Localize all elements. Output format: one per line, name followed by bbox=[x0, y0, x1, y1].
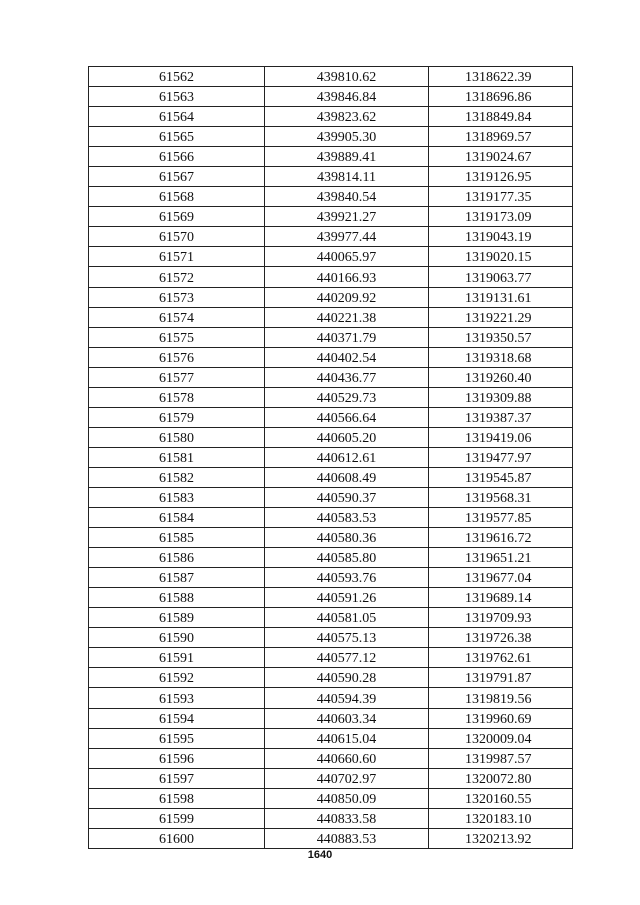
point-id-cell: 61573 bbox=[89, 287, 265, 307]
x-coordinate-cell: 440581.05 bbox=[265, 608, 429, 628]
x-coordinate-cell: 439905.30 bbox=[265, 127, 429, 147]
point-id-cell: 61582 bbox=[89, 467, 265, 487]
point-id-cell: 61577 bbox=[89, 367, 265, 387]
table-row bbox=[89, 367, 573, 387]
table-row bbox=[89, 828, 573, 848]
point-id-cell: 61562 bbox=[89, 67, 265, 87]
table-row bbox=[89, 167, 573, 187]
y-coordinate-cell: 1319960.69 bbox=[429, 708, 573, 728]
x-coordinate-cell: 440833.58 bbox=[265, 808, 429, 828]
table-row bbox=[89, 87, 573, 107]
x-coordinate-cell: 439889.41 bbox=[265, 147, 429, 167]
point-id-cell: 61580 bbox=[89, 427, 265, 447]
table-row bbox=[89, 467, 573, 487]
table-row bbox=[89, 107, 573, 127]
x-coordinate-cell: 440577.12 bbox=[265, 648, 429, 668]
table-row bbox=[89, 608, 573, 628]
table-row bbox=[89, 808, 573, 828]
y-coordinate-cell: 1319043.19 bbox=[429, 227, 573, 247]
coordinate-table-body bbox=[89, 67, 573, 849]
y-coordinate-cell: 1319477.97 bbox=[429, 447, 573, 467]
y-coordinate-cell: 1319350.57 bbox=[429, 327, 573, 347]
table-row bbox=[89, 548, 573, 568]
y-coordinate-cell: 1318696.86 bbox=[429, 87, 573, 107]
y-coordinate-cell: 1320009.04 bbox=[429, 728, 573, 748]
x-coordinate-cell: 440594.39 bbox=[265, 688, 429, 708]
y-coordinate-cell: 1318622.39 bbox=[429, 67, 573, 87]
y-coordinate-cell: 1320160.55 bbox=[429, 788, 573, 808]
y-coordinate-cell: 1319568.31 bbox=[429, 487, 573, 507]
x-coordinate-cell: 439977.44 bbox=[265, 227, 429, 247]
x-coordinate-cell: 440612.61 bbox=[265, 447, 429, 467]
x-coordinate-cell: 439840.54 bbox=[265, 187, 429, 207]
table-row bbox=[89, 427, 573, 447]
table-row bbox=[89, 568, 573, 588]
point-id-cell: 61599 bbox=[89, 808, 265, 828]
point-id-cell: 61591 bbox=[89, 648, 265, 668]
y-coordinate-cell: 1319762.61 bbox=[429, 648, 573, 668]
point-id-cell: 61575 bbox=[89, 327, 265, 347]
point-id-cell: 61586 bbox=[89, 548, 265, 568]
table-row bbox=[89, 287, 573, 307]
x-coordinate-cell: 440209.92 bbox=[265, 287, 429, 307]
y-coordinate-cell: 1319177.35 bbox=[429, 187, 573, 207]
point-id-cell: 61564 bbox=[89, 107, 265, 127]
x-coordinate-cell: 440603.34 bbox=[265, 708, 429, 728]
y-coordinate-cell: 1319126.95 bbox=[429, 167, 573, 187]
y-coordinate-cell: 1318849.84 bbox=[429, 107, 573, 127]
x-coordinate-cell: 440065.97 bbox=[265, 247, 429, 267]
x-coordinate-cell: 440436.77 bbox=[265, 367, 429, 387]
point-id-cell: 61565 bbox=[89, 127, 265, 147]
y-coordinate-cell: 1319020.15 bbox=[429, 247, 573, 267]
table-row bbox=[89, 447, 573, 467]
table-row bbox=[89, 528, 573, 548]
y-coordinate-cell: 1319318.68 bbox=[429, 347, 573, 367]
y-coordinate-cell: 1319726.38 bbox=[429, 628, 573, 648]
x-coordinate-cell: 440583.53 bbox=[265, 508, 429, 528]
x-coordinate-cell: 440575.13 bbox=[265, 628, 429, 648]
x-coordinate-cell: 440615.04 bbox=[265, 728, 429, 748]
x-coordinate-cell: 440566.64 bbox=[265, 407, 429, 427]
table-row bbox=[89, 387, 573, 407]
y-coordinate-cell: 1319677.04 bbox=[429, 568, 573, 588]
point-id-cell: 61595 bbox=[89, 728, 265, 748]
table-row bbox=[89, 247, 573, 267]
x-coordinate-cell: 439846.84 bbox=[265, 87, 429, 107]
y-coordinate-cell: 1319260.40 bbox=[429, 367, 573, 387]
table-row bbox=[89, 207, 573, 227]
point-id-cell: 61585 bbox=[89, 528, 265, 548]
x-coordinate-cell: 440850.09 bbox=[265, 788, 429, 808]
point-id-cell: 61571 bbox=[89, 247, 265, 267]
table-row bbox=[89, 127, 573, 147]
point-id-cell: 61598 bbox=[89, 788, 265, 808]
y-coordinate-cell: 1319577.85 bbox=[429, 508, 573, 528]
y-coordinate-cell: 1318969.57 bbox=[429, 127, 573, 147]
point-id-cell: 61566 bbox=[89, 147, 265, 167]
table-row bbox=[89, 407, 573, 427]
table-row bbox=[89, 147, 573, 167]
y-coordinate-cell: 1319791.87 bbox=[429, 668, 573, 688]
point-id-cell: 61587 bbox=[89, 568, 265, 588]
page-number: 1640 bbox=[307, 849, 333, 861]
x-coordinate-cell: 440166.93 bbox=[265, 267, 429, 287]
table-row bbox=[89, 688, 573, 708]
x-coordinate-cell: 440591.26 bbox=[265, 588, 429, 608]
point-id-cell: 61568 bbox=[89, 187, 265, 207]
x-coordinate-cell: 440529.73 bbox=[265, 387, 429, 407]
y-coordinate-cell: 1319419.06 bbox=[429, 427, 573, 447]
y-coordinate-cell: 1319819.56 bbox=[429, 688, 573, 708]
point-id-cell: 61572 bbox=[89, 267, 265, 287]
y-coordinate-cell: 1319709.93 bbox=[429, 608, 573, 628]
x-coordinate-cell: 440580.36 bbox=[265, 528, 429, 548]
y-coordinate-cell: 1319387.37 bbox=[429, 407, 573, 427]
y-coordinate-cell: 1320072.80 bbox=[429, 768, 573, 788]
point-id-cell: 61574 bbox=[89, 307, 265, 327]
y-coordinate-cell: 1320213.92 bbox=[429, 828, 573, 848]
y-coordinate-cell: 1319545.87 bbox=[429, 467, 573, 487]
x-coordinate-cell: 440593.76 bbox=[265, 568, 429, 588]
point-id-cell: 61567 bbox=[89, 167, 265, 187]
x-coordinate-cell: 440371.79 bbox=[265, 327, 429, 347]
y-coordinate-cell: 1319651.21 bbox=[429, 548, 573, 568]
point-id-cell: 61563 bbox=[89, 87, 265, 107]
point-id-cell: 61570 bbox=[89, 227, 265, 247]
y-coordinate-cell: 1319063.77 bbox=[429, 267, 573, 287]
point-id-cell: 61583 bbox=[89, 487, 265, 507]
point-id-cell: 61581 bbox=[89, 447, 265, 467]
y-coordinate-cell: 1319616.72 bbox=[429, 528, 573, 548]
x-coordinate-cell: 439921.27 bbox=[265, 207, 429, 227]
x-coordinate-cell: 440402.54 bbox=[265, 347, 429, 367]
table-row bbox=[89, 788, 573, 808]
table-row bbox=[89, 508, 573, 528]
table-row bbox=[89, 668, 573, 688]
point-id-cell: 61588 bbox=[89, 588, 265, 608]
point-id-cell: 61597 bbox=[89, 768, 265, 788]
point-id-cell: 61600 bbox=[89, 828, 265, 848]
table-row bbox=[89, 347, 573, 367]
y-coordinate-cell: 1319987.57 bbox=[429, 748, 573, 768]
y-coordinate-cell: 1319131.61 bbox=[429, 287, 573, 307]
coordinate-table bbox=[88, 66, 573, 849]
x-coordinate-cell: 440585.80 bbox=[265, 548, 429, 568]
point-id-cell: 61569 bbox=[89, 207, 265, 227]
x-coordinate-cell: 440590.28 bbox=[265, 668, 429, 688]
point-id-cell: 61594 bbox=[89, 708, 265, 728]
y-coordinate-cell: 1319689.14 bbox=[429, 588, 573, 608]
point-id-cell: 61593 bbox=[89, 688, 265, 708]
table-row bbox=[89, 628, 573, 648]
table-row bbox=[89, 768, 573, 788]
table-row bbox=[89, 267, 573, 287]
x-coordinate-cell: 440702.97 bbox=[265, 768, 429, 788]
y-coordinate-cell: 1320183.10 bbox=[429, 808, 573, 828]
x-coordinate-cell: 440608.49 bbox=[265, 467, 429, 487]
point-id-cell: 61584 bbox=[89, 508, 265, 528]
table-row bbox=[89, 307, 573, 327]
point-id-cell: 61578 bbox=[89, 387, 265, 407]
point-id-cell: 61596 bbox=[89, 748, 265, 768]
table-row bbox=[89, 227, 573, 247]
point-id-cell: 61589 bbox=[89, 608, 265, 628]
point-id-cell: 61579 bbox=[89, 407, 265, 427]
table-row bbox=[89, 487, 573, 507]
x-coordinate-cell: 439823.62 bbox=[265, 107, 429, 127]
point-id-cell: 61590 bbox=[89, 628, 265, 648]
table-row bbox=[89, 187, 573, 207]
point-id-cell: 61576 bbox=[89, 347, 265, 367]
x-coordinate-cell: 439814.11 bbox=[265, 167, 429, 187]
x-coordinate-cell: 439810.62 bbox=[265, 67, 429, 87]
table-row bbox=[89, 728, 573, 748]
y-coordinate-cell: 1319024.67 bbox=[429, 147, 573, 167]
point-id-cell: 61592 bbox=[89, 668, 265, 688]
y-coordinate-cell: 1319309.88 bbox=[429, 387, 573, 407]
y-coordinate-cell: 1319221.29 bbox=[429, 307, 573, 327]
y-coordinate-cell: 1319173.09 bbox=[429, 207, 573, 227]
table-row bbox=[89, 588, 573, 608]
table-row bbox=[89, 327, 573, 347]
table-row bbox=[89, 708, 573, 728]
x-coordinate-cell: 440660.60 bbox=[265, 748, 429, 768]
x-coordinate-cell: 440590.37 bbox=[265, 487, 429, 507]
x-coordinate-cell: 440605.20 bbox=[265, 427, 429, 447]
x-coordinate-cell: 440883.53 bbox=[265, 828, 429, 848]
table-row bbox=[89, 67, 573, 87]
table-row bbox=[89, 748, 573, 768]
x-coordinate-cell: 440221.38 bbox=[265, 307, 429, 327]
table-row bbox=[89, 648, 573, 668]
